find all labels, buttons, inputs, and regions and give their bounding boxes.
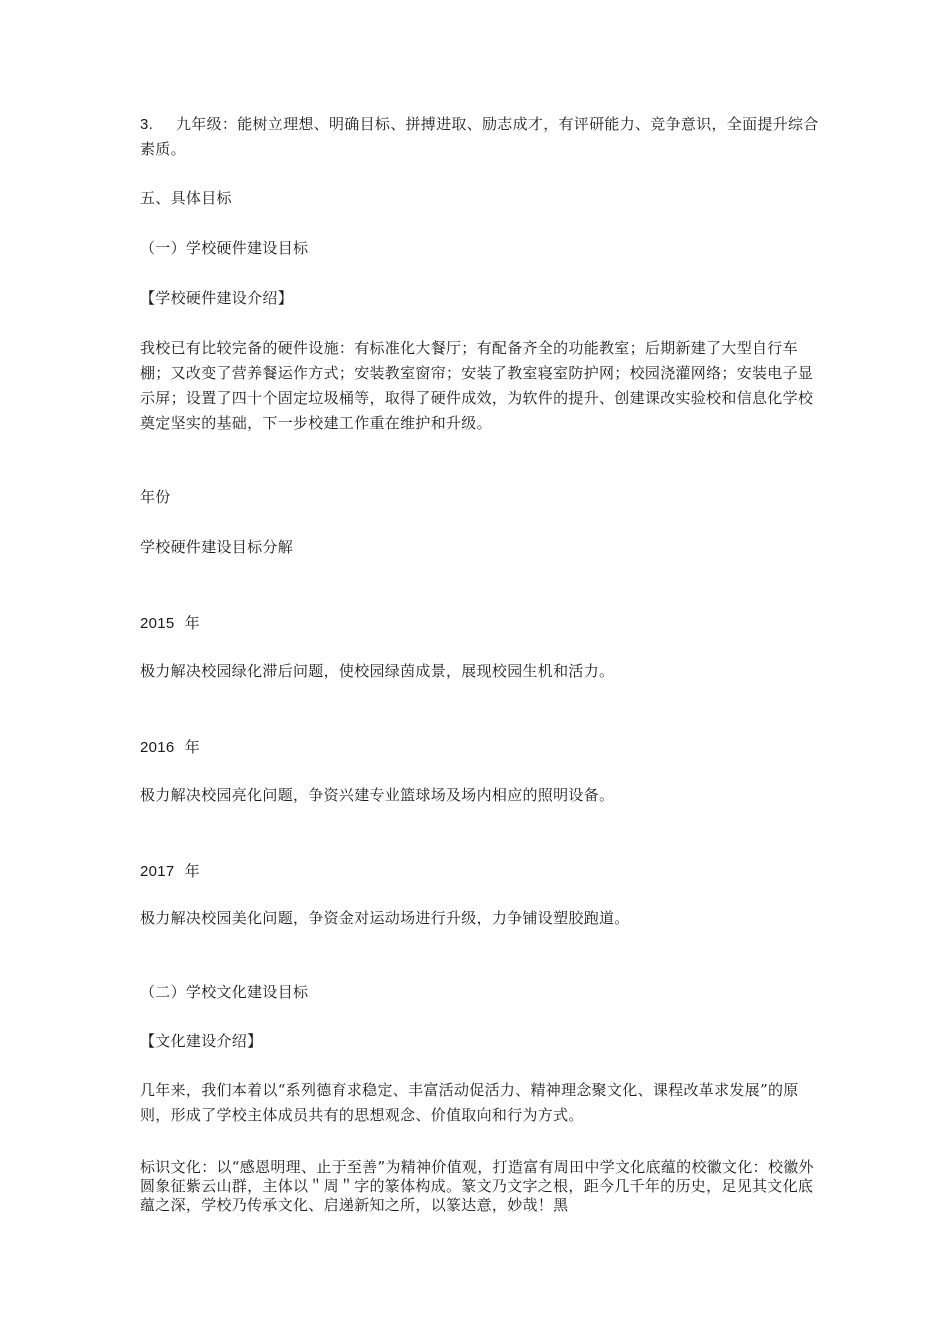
hardware-intro-heading: 【学校硬件建设介绍】 [140,289,294,307]
table-header-year: 年份 [140,488,171,506]
culture-intro-heading: 【文化建设介绍】 [140,1032,263,1050]
table-row-2017-year [140,859,820,884]
subsection-heading-culture: （二）学校文化建设目标 [140,983,309,1001]
table-row-2017-goal: 极力解决校园美化问题，争资金对运动场进行升级，力争铺设塑胶跑道。 [140,909,630,927]
year-unit: 年 [184,614,201,632]
section-heading-specific-goals: 五、具体目标 [140,189,232,207]
paragraph-hardware: 我校已有比较完备的硬件设施：有标准化大餐厅；有配备齐全的功能教室；后期新建了大型自行车棚；又改变了营养餐运作方式；安装教室窗帘；安装了教室寝室防护网；校园浇灌网络；安装电子显示屏；设置了四十个固定垃圾桶等，取得了硬件成效，为软件的提升、创建课改实验校和信息化学校奠定坚实的基础，下一步校建工作重在维护和升级。 [140,339,814,432]
year-number: 2016 [140,739,175,756]
year-number: 2017 [140,863,175,880]
list-number: 3. [140,116,154,133]
paragraph-grade-nine [140,112,820,162]
paragraph-culture: 几年来，我们本着以“系列德育求稳定、丰富活动促活力、精神理念聚文化、课程改革求发展”的原则，形成了学校主体成员共有的思想观念、价值取向和行为方式。 [140,1081,799,1124]
paragraph-logo-culture: 标识文化：以“感恩明理、止于至善”为精神价值观，打造富有周田中学文化底蕴的校徽文化：校徽外圆象征紫云山群，主体以＂周＂字的篆体构成。篆文乃文字之根，距今几千年的历史，足见其文化底蕴之深，学校乃传承文化、启递新知之所，以篆达意，妙哉！黑 [140,1158,814,1214]
table-header-goal: 学校硬件建设目标分解 [140,538,294,556]
table-row-2015-goal: 极力解决校园绿化滞后问题，使校园绿茵成景，展现校园生机和活力。 [140,662,615,680]
subsection-heading-hardware: （一）学校硬件建设目标 [140,239,309,257]
table-row-2015-year [140,611,820,636]
table-row-2016-year [140,735,820,760]
paragraph-text: 九年级：能树立理想、明确目标、拼搏进取、励志成才，有评研能力、竞争意识，全面提升综合素质。 [140,115,819,158]
year-unit: 年 [184,862,201,880]
year-number: 2015 [140,615,175,632]
table-row-2016-goal: 极力解决校园亮化问题，争资兴建专业篮球场及场内相应的照明设备。 [140,786,615,804]
year-unit: 年 [184,738,201,756]
